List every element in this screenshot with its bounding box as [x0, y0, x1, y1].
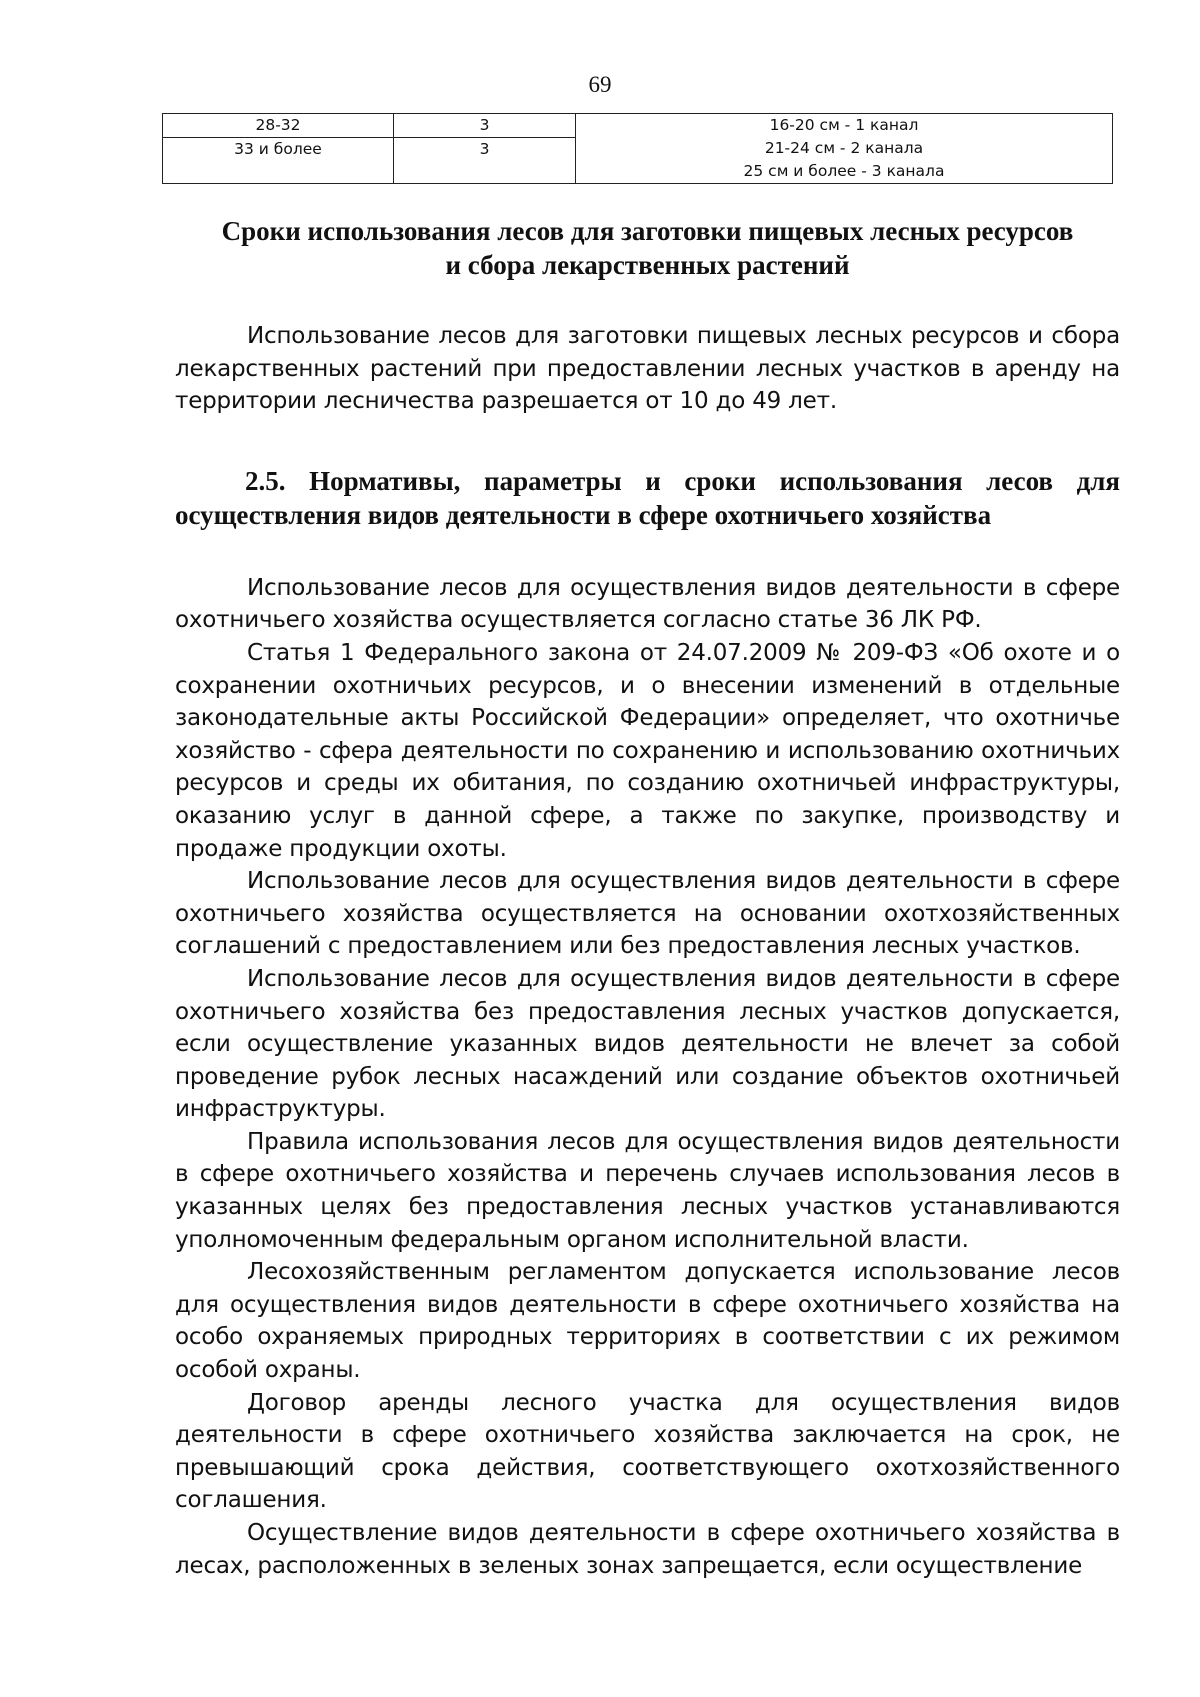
forestry-table — [162, 113, 1113, 184]
merged-line: 16-20 см - 1 канал — [769, 116, 919, 134]
paragraph: Договор аренды лесного участка для осуществления видов деятельности в сфере охотничьего хозяйства заключается на срок, не превышающий срока действия, соответствующего охотхозяйственного соглашения. — [175, 1389, 1120, 1514]
paragraph: Лесохозяйственным регламентом допускается использование лесов для осуществления видов деятельности в сфере охотничьего хозяйства на особо охраняемых природных территориях в соответствии с их режимом особой охраны. — [175, 1259, 1120, 1384]
document-body — [175, 214, 1120, 1582]
paragraph: Использование лесов для осуществления видов деятельности в сфере охотничьего хозяйства без предоставления лесных участков допускается, если осуществление указанных видов деятельности не влечет за собой проведение рубок лесных насаждений или создание объектов охотничьей инфраструктуры. — [175, 965, 1120, 1123]
table-cell: 3 — [394, 114, 576, 138]
paragraph: Статья 1 Федерального закона от 24.07.2009 № 209-ФЗ «Об охоте и о сохранении охотничьих ресурсов, и о внесении изменений в отдельные законодательные акты Российской Федерации» определяет, что охотничье хозяйство - сфера деятельности по сохранению и использованию охотничьих ресурсов и среды их обитания, по созданию охотничьей инфраструктуры, оказанию услуг в данной сфере, а также по закупке, производству и продаже продукции охоты. — [175, 639, 1120, 862]
table-row — [163, 114, 1113, 138]
paragraph: Использование лесов для осуществления видов деятельности в сфере охотничьего хозяйства осуществляется на основании охотхозяйственных соглашений с предоставлением или без предоставления лесных участков. — [175, 868, 1120, 960]
table-cell-merged — [576, 114, 1113, 184]
section-heading-food-resources — [175, 214, 1120, 282]
heading-line: Сроки использования лесов для заготовки пищевых лесных ресурсов — [221, 216, 1074, 246]
merged-line: 21-24 см - 2 канала — [764, 139, 924, 157]
paragraph: Использование лесов для осуществления видов деятельности в сфере охотничьего хозяйства осуществляется согласно статье 36 ЛК РФ. — [175, 574, 1120, 634]
paragraph: Правила использования лесов для осуществления видов деятельности в сфере охотничьего хозяйства и перечень случаев использования лесов в указанных целях без предоставления лесных участков устанавливаются уполномоченным федеральным органом исполнительной власти. — [175, 1128, 1120, 1253]
table-cell: 33 и более — [163, 138, 394, 184]
section-heading-hunting: 2.5. Нормативы, параметры и сроки использования лесов для осуществления видов деятельности в сфере охотничьего хозяйства — [175, 465, 1120, 530]
paragraph: Осуществление видов деятельности в сфере охотничьего хозяйства в лесах, расположенных в зеленых зонах запрещается, если осуществление — [175, 1520, 1120, 1579]
merged-line: 25 см и более - 3 канала — [743, 162, 945, 180]
table-cell: 28-32 — [163, 114, 394, 138]
table-cell: 3 — [394, 138, 576, 184]
heading-line: и сбора лекарственных растений — [445, 250, 850, 280]
paragraph: Использование лесов для заготовки пищевых лесных ресурсов и сбора лекарственных растений при предоставлении лесных участков в аренду на территории лесничества разрешается от 10 до 49 лет. — [175, 323, 1120, 415]
page-number: 69 — [588, 72, 612, 97]
